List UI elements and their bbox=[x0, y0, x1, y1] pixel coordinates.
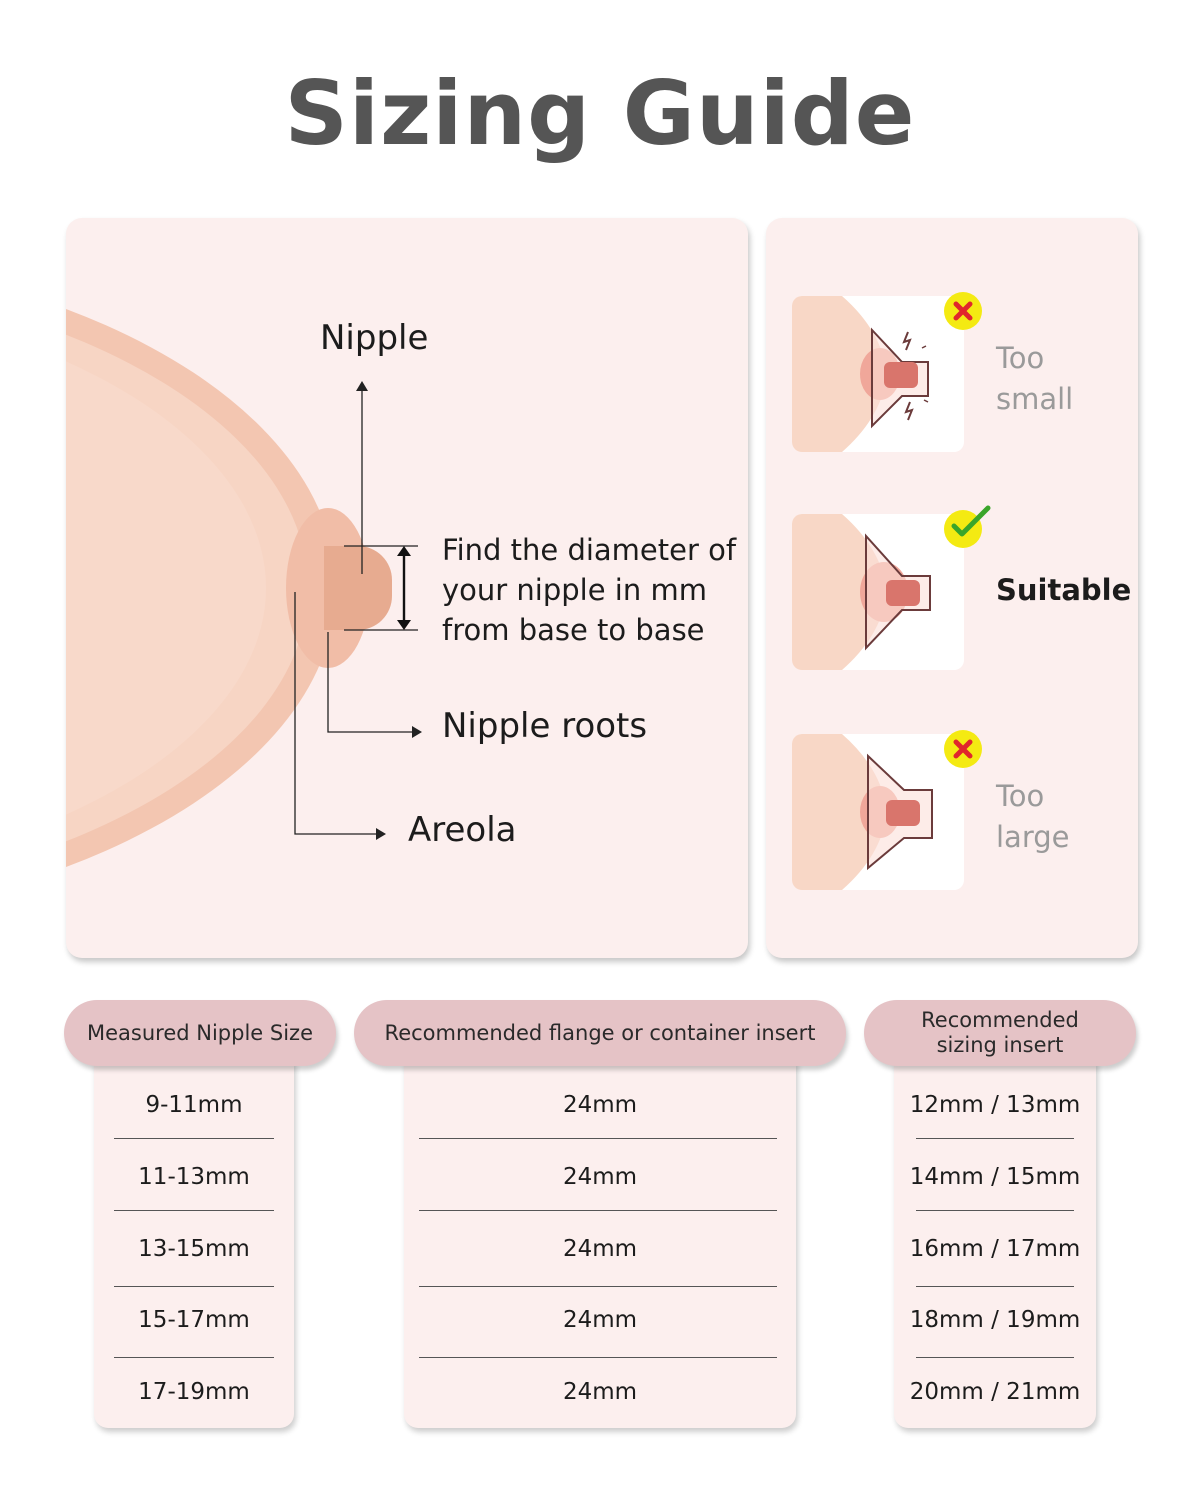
table-cell: 24mm bbox=[562, 1092, 638, 1118]
fit-example-suitable bbox=[792, 514, 1138, 670]
table-cell: 9-11mm bbox=[145, 1092, 243, 1118]
table-cell: 18mm / 19mm bbox=[909, 1307, 1081, 1333]
anatomy-panel bbox=[66, 218, 748, 958]
fit-card bbox=[792, 734, 964, 890]
arrow-up-icon bbox=[356, 381, 368, 391]
fit-example-too-large bbox=[792, 734, 1138, 890]
nipple-roots-label: Nipple roots bbox=[442, 706, 648, 746]
table-cell: 11-13mm bbox=[138, 1164, 250, 1190]
check-icon bbox=[944, 510, 982, 548]
page-title: Sizing Guide bbox=[284, 62, 916, 165]
arrow-right-icon bbox=[376, 828, 386, 840]
cross-icon bbox=[944, 730, 982, 768]
table-cell: 15-17mm bbox=[138, 1307, 250, 1333]
nipple-label: Nipple bbox=[320, 318, 429, 358]
header-measured-size: Measured Nipple Size bbox=[64, 1000, 336, 1066]
header-sizing-insert: Recommended sizing insert bbox=[864, 1000, 1136, 1066]
column-recommended-flange bbox=[404, 1060, 796, 1428]
table-cell: 20mm / 21mm bbox=[909, 1379, 1081, 1405]
table-cell: 13-15mm bbox=[138, 1236, 250, 1262]
table-cell: 24mm bbox=[562, 1307, 638, 1333]
table-cell: 24mm bbox=[562, 1236, 638, 1262]
too-large-illustration bbox=[792, 734, 964, 890]
fit-label: Too small bbox=[996, 341, 1074, 416]
table-cell: 14mm / 15mm bbox=[909, 1164, 1081, 1190]
measure-arrow-top-icon bbox=[397, 546, 411, 556]
table-cell: 16mm / 17mm bbox=[909, 1236, 1081, 1262]
fit-label: Too large bbox=[996, 779, 1070, 854]
too-small-illustration bbox=[792, 296, 964, 452]
column-measured-size bbox=[94, 1060, 294, 1428]
suitable-illustration bbox=[792, 514, 964, 670]
fit-card bbox=[792, 514, 964, 670]
fit-label: Suitable bbox=[996, 573, 1132, 607]
fit-card bbox=[792, 296, 964, 452]
measure-arrow-bottom-icon bbox=[397, 620, 411, 630]
measure-instruction: Find the diameter of your nipple in mm from base to base bbox=[442, 533, 737, 647]
arrow-right-icon bbox=[412, 726, 422, 738]
column-sizing-insert bbox=[894, 1060, 1096, 1428]
areola-label: Areola bbox=[408, 810, 517, 850]
fit-examples-panel bbox=[766, 218, 1138, 958]
header-recommended-flange: Recommended flange or container insert bbox=[354, 1000, 846, 1066]
table-cell: 24mm bbox=[562, 1164, 638, 1190]
table-cell: 24mm bbox=[562, 1379, 638, 1405]
table-cell: 12mm / 13mm bbox=[909, 1092, 1081, 1118]
fit-example-too-small bbox=[792, 296, 1138, 452]
table-cell: 17-19mm bbox=[138, 1379, 250, 1405]
cross-icon bbox=[944, 292, 982, 330]
